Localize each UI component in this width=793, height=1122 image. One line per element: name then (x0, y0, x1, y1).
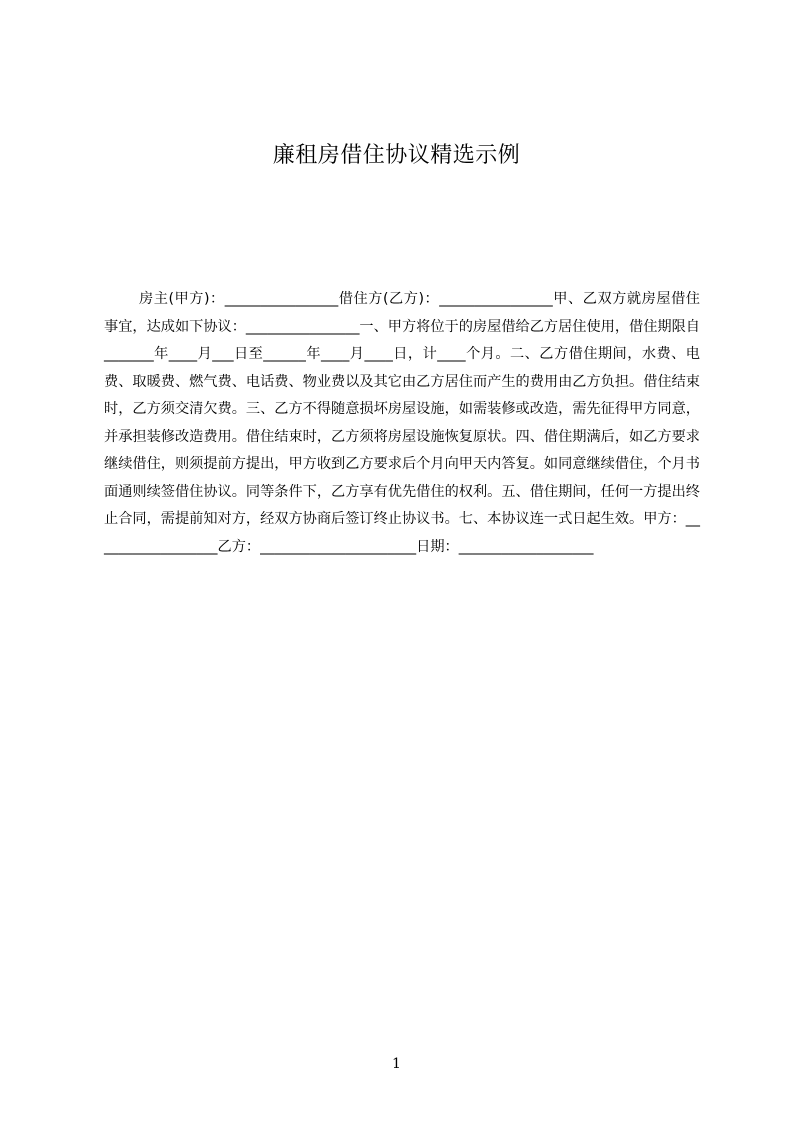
agreement-body-text: 房主(甲方)：________________借住方(乙方)：________________甲、乙双方就房屋借住事宜，达成如下协议：________________一、甲方将位于的房屋借给乙方居住使用，借住期限自_______年____月___日至______年____月____日，计____个月。二、乙方借住期间，水费、电费、取暖费、燃气费、电话费、物业费以及其它由乙方居住而产生的费用由乙方负担。借住结束时，乙方须交清欠费。三、乙方不得随意损坏房屋设施，如需装修或改造，需先征得甲方同意，并承担装修改造费用。借住结束时，乙方须将房屋设施恢复原状。四、借住期满后，如乙方要求继续借住，则须提前方提出，甲方收到乙方要求后个月向甲天内答复。如同意继续借住，个月书面通则续签借住协议。同等条件下，乙方享有优先借住的权利。五、借住期间，任何一方提出终止合同，需提前知对方，经双方协商后签订终止协议书。七、本协议连一式日起生效。甲方：__________________乙方：______________________日期：___________________ (104, 291, 700, 555)
page-number: 1 (392, 1056, 401, 1072)
document-title: 廉租房借住协议精选示例 (272, 143, 521, 168)
